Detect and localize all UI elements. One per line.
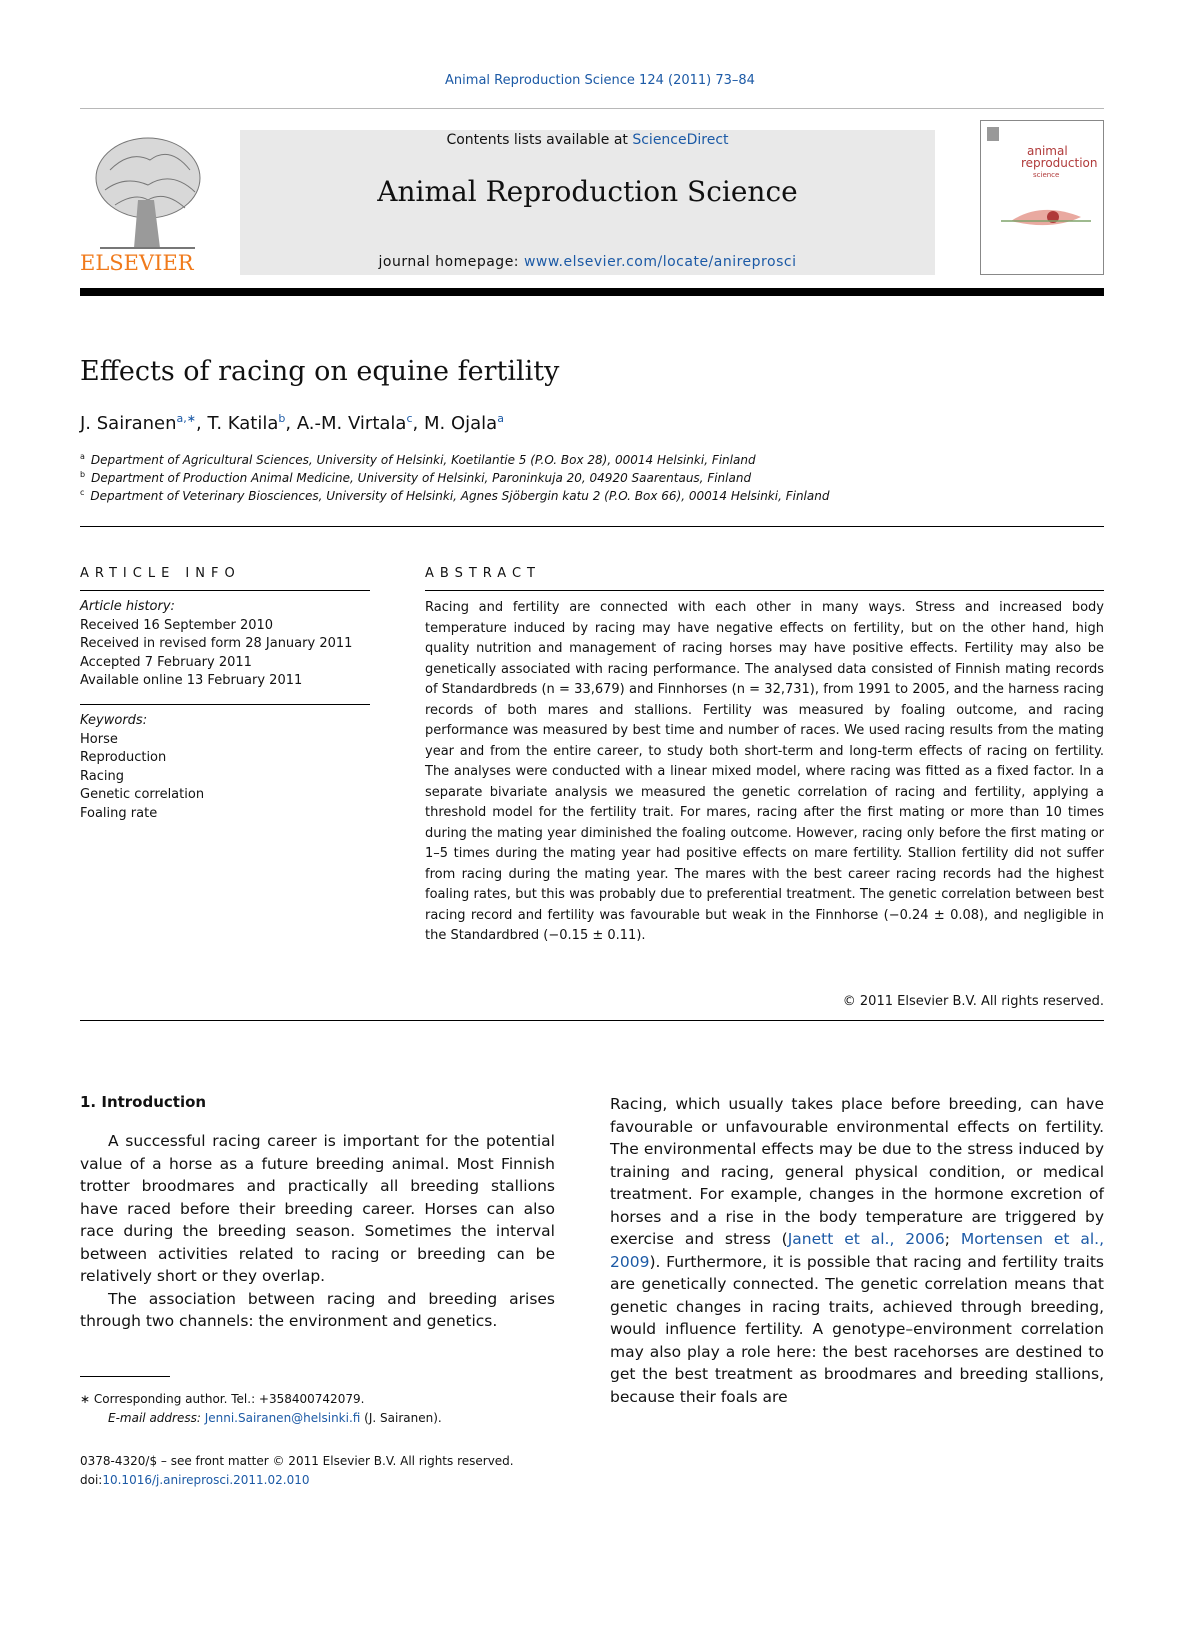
- abstract-heading: ABSTRACT: [425, 566, 541, 581]
- author-marker[interactable]: a,∗: [176, 412, 196, 425]
- issn-line: 0378-4320/$ – see front matter © 2011 Elsevier B.V. All rights reserved.: [80, 1454, 514, 1468]
- keyword: Reproduction: [80, 750, 167, 765]
- journal-title: Animal Reproduction Science: [377, 175, 798, 208]
- keyword: Genetic correlation: [80, 787, 205, 802]
- author-marker[interactable]: c: [406, 412, 413, 425]
- corresponding-author: ∗ Corresponding author. Tel.: +358400742079.: [80, 1392, 365, 1406]
- tree-icon: [80, 130, 215, 275]
- affiliation: [80, 488, 829, 503]
- homepage-link[interactable]: www.elsevier.com/locate/anireprosci: [523, 254, 797, 270]
- affiliation: [80, 452, 756, 467]
- author-name[interactable]: A.-M. Virtala: [296, 413, 407, 434]
- author-marker[interactable]: b: [278, 412, 286, 425]
- affiliation-text: Department of Production Animal Medicine, University of Helsinki, Paroninkuja 20, 04920 Saarentaus, Finland: [91, 471, 752, 485]
- article-info-heading: ARTICLE INFO: [80, 566, 241, 581]
- keyword: Horse: [80, 731, 118, 747]
- body-paragraph: The association between racing and breeding arises through two channels: the environment and genetics.: [80, 1289, 555, 1330]
- keywords-label: Keywords:: [80, 713, 148, 728]
- email-line: [80, 1409, 442, 1428]
- affiliation-marker: b: [80, 470, 86, 479]
- keywords-list: [80, 712, 204, 823]
- online-date: Available online 13 February 2011: [80, 673, 303, 688]
- issn-block: [80, 1452, 514, 1490]
- homepage-prefix: journal homepage:: [378, 254, 524, 270]
- keywords-divider: [80, 704, 370, 705]
- author-name[interactable]: T. Katila: [207, 413, 279, 434]
- email-label: E-mail address:: [108, 1411, 205, 1425]
- publisher-wordmark: ELSEVIER: [80, 251, 194, 275]
- abstract-bottom-divider: [80, 1020, 1104, 1021]
- svg-text:reproduction: reproduction: [1021, 156, 1098, 170]
- received-date: Received 16 September 2010: [80, 617, 274, 633]
- revised-date: Received in revised form 28 January 2011: [80, 636, 353, 651]
- author-list: J. Sairanen$^{a,∗}$, T. Katila$^b$, A.-M. Virtala$^c$, M. Ojala$^a$: [80, 412, 504, 434]
- cover-icon: [981, 121, 1103, 274]
- article-info-divider: [80, 590, 370, 591]
- reference-link[interactable]: Mortensen et al., 2009: [610, 1230, 1104, 1271]
- article-history: [80, 598, 352, 691]
- journal-citation[interactable]: Animal Reproduction Science 124 (2011) 73–84: [445, 73, 755, 88]
- contents-prefix: Contents lists available at: [446, 132, 633, 148]
- top-divider: [80, 108, 1104, 109]
- body-column-left: [80, 1130, 555, 1333]
- affiliation-marker: c: [80, 488, 85, 497]
- doi-label: doi:: [80, 1473, 103, 1487]
- copyright-notice: © 2011 Elsevier B.V. All rights reserved.: [842, 994, 1104, 1009]
- svg-text:science: science: [1033, 171, 1060, 179]
- sciencedirect-link[interactable]: ScienceDirect: [632, 132, 729, 148]
- reference-separator: ;: [944, 1230, 961, 1248]
- body-text: Racing, which usually takes place before breeding, can have favourable or unfavourable environmental effects on fertility. The environmental effects may be due to the stress induced by training and racing, general physical condition, or medical treatment. For example, changes in the hormone excretion of horses and a rise in the body temperature are triggered by exercise and stress (: [610, 1095, 1104, 1248]
- email-link[interactable]: Jenni.Sairanen@helsinki.fi: [204, 1411, 361, 1425]
- article-title: Effects of racing on equine fertility: [80, 356, 560, 387]
- elsevier-logo: [80, 130, 215, 275]
- author-name[interactable]: J. Sairanen: [80, 413, 177, 434]
- affiliation-marker: a: [80, 452, 85, 461]
- footnote: [80, 1390, 442, 1428]
- email-suffix: (J. Sairanen).: [360, 1411, 442, 1425]
- doi-link[interactable]: 10.1016/j.anireprosci.2011.02.010: [102, 1473, 310, 1487]
- affiliation-text: Department of Veterinary Biosciences, University of Helsinki, Agnes Sjöbergin katu 2 (P.O. Box 66), 00014 Helsinki, Finland: [90, 489, 830, 503]
- keyword: Racing: [80, 768, 124, 784]
- reference-link[interactable]: Janett et al., 2006: [787, 1230, 945, 1248]
- body-text: ). Furthermore, it is possible that racing and fertility traits are genetically connected. The genetic correlation means that genetic changes in racing traits, achieved through breeding, would influence fertility. A genotype–environment correlation may also play a role here: the best racehorses are destined to get the best treatment as broodmares and breeding stallions, because their foals are: [610, 1252, 1104, 1406]
- homepage-line: [240, 254, 935, 270]
- affiliation: [80, 470, 751, 485]
- body-paragraph: A successful racing career is important for the potential value of a horse as a future breeding animal. Most Finnish trotter broodmares and practically all breeding stallions have raced before their breeding career. Horses can also race during the breeding season. Sometimes the interval between activities related to racing or breeding can be relatively short or they overlap.: [80, 1132, 555, 1285]
- abstract-divider: [425, 590, 1104, 591]
- contents-line: [240, 132, 935, 148]
- history-label: Article history:: [80, 599, 175, 614]
- footnote-divider: [80, 1376, 170, 1377]
- doi-line: [80, 1471, 514, 1490]
- author-name[interactable]: M. Ojala: [423, 413, 498, 434]
- header-thick-divider: [80, 288, 1104, 296]
- body-column-right: [610, 1093, 1104, 1408]
- svg-text:animal: animal: [1027, 144, 1068, 158]
- affiliation-text: Department of Agricultural Sciences, University of Helsinki, Koetilantie 5 (P.O. Box 28), 00014 Helsinki, Finland: [90, 453, 756, 467]
- abstract-text: Racing and fertility are connected with each other in many ways. Stress and increased body temperature induced by racing may have negative effects on fertility, but on the other hand, high quality nutrition and management of racing horses may have positive effects. Fertility may also be genetically associated with racing performance. The analysed data consisted of Finnish mating records of Standardbreds (n = 33,679) and Finnhorses (n = 32,731), from 1991 to 2005, and the harness racing records of both mares and stallions. Fertility was measured by foaling outcome, and racing performance was measured by best time and number of races. We used racing results from the mating year and from the entire career, to study both short-term and long-term effects of racing on fertility. The analyses were conducted with a linear mixed model, where racing was fitted as a fixed factor. In a separate bivariate analysis we measured the genetic correlation of racing and fertility, applying a threshold model for the fertility trait. For mares, racing after the first mating or more than 10 times during the mating year diminished the foaling outcome. However, racing only before the first mating or 1–5 times during the mating year had positive effects on mare fertility. Stallion fertility did not suffer from racing during the mating year. The mares with the best career racing records had the highest foaling rates, but this was probably due to preferential treatment. The genetic correlation between best racing record and fertility was favourable but weak in the Finnhorse (−0.24 ± 0.08), and negligible in the Standardbred (−0.15 ± 0.11).: [425, 600, 1104, 943]
- keyword: Foaling rate: [80, 805, 158, 821]
- section-heading-introduction: 1. Introduction: [80, 1093, 207, 1111]
- affiliation-divider: [80, 526, 1104, 527]
- author-marker[interactable]: a: [497, 412, 504, 425]
- accepted-date: Accepted 7 February 2011: [80, 654, 252, 670]
- journal-cover-thumbnail: [980, 120, 1104, 275]
